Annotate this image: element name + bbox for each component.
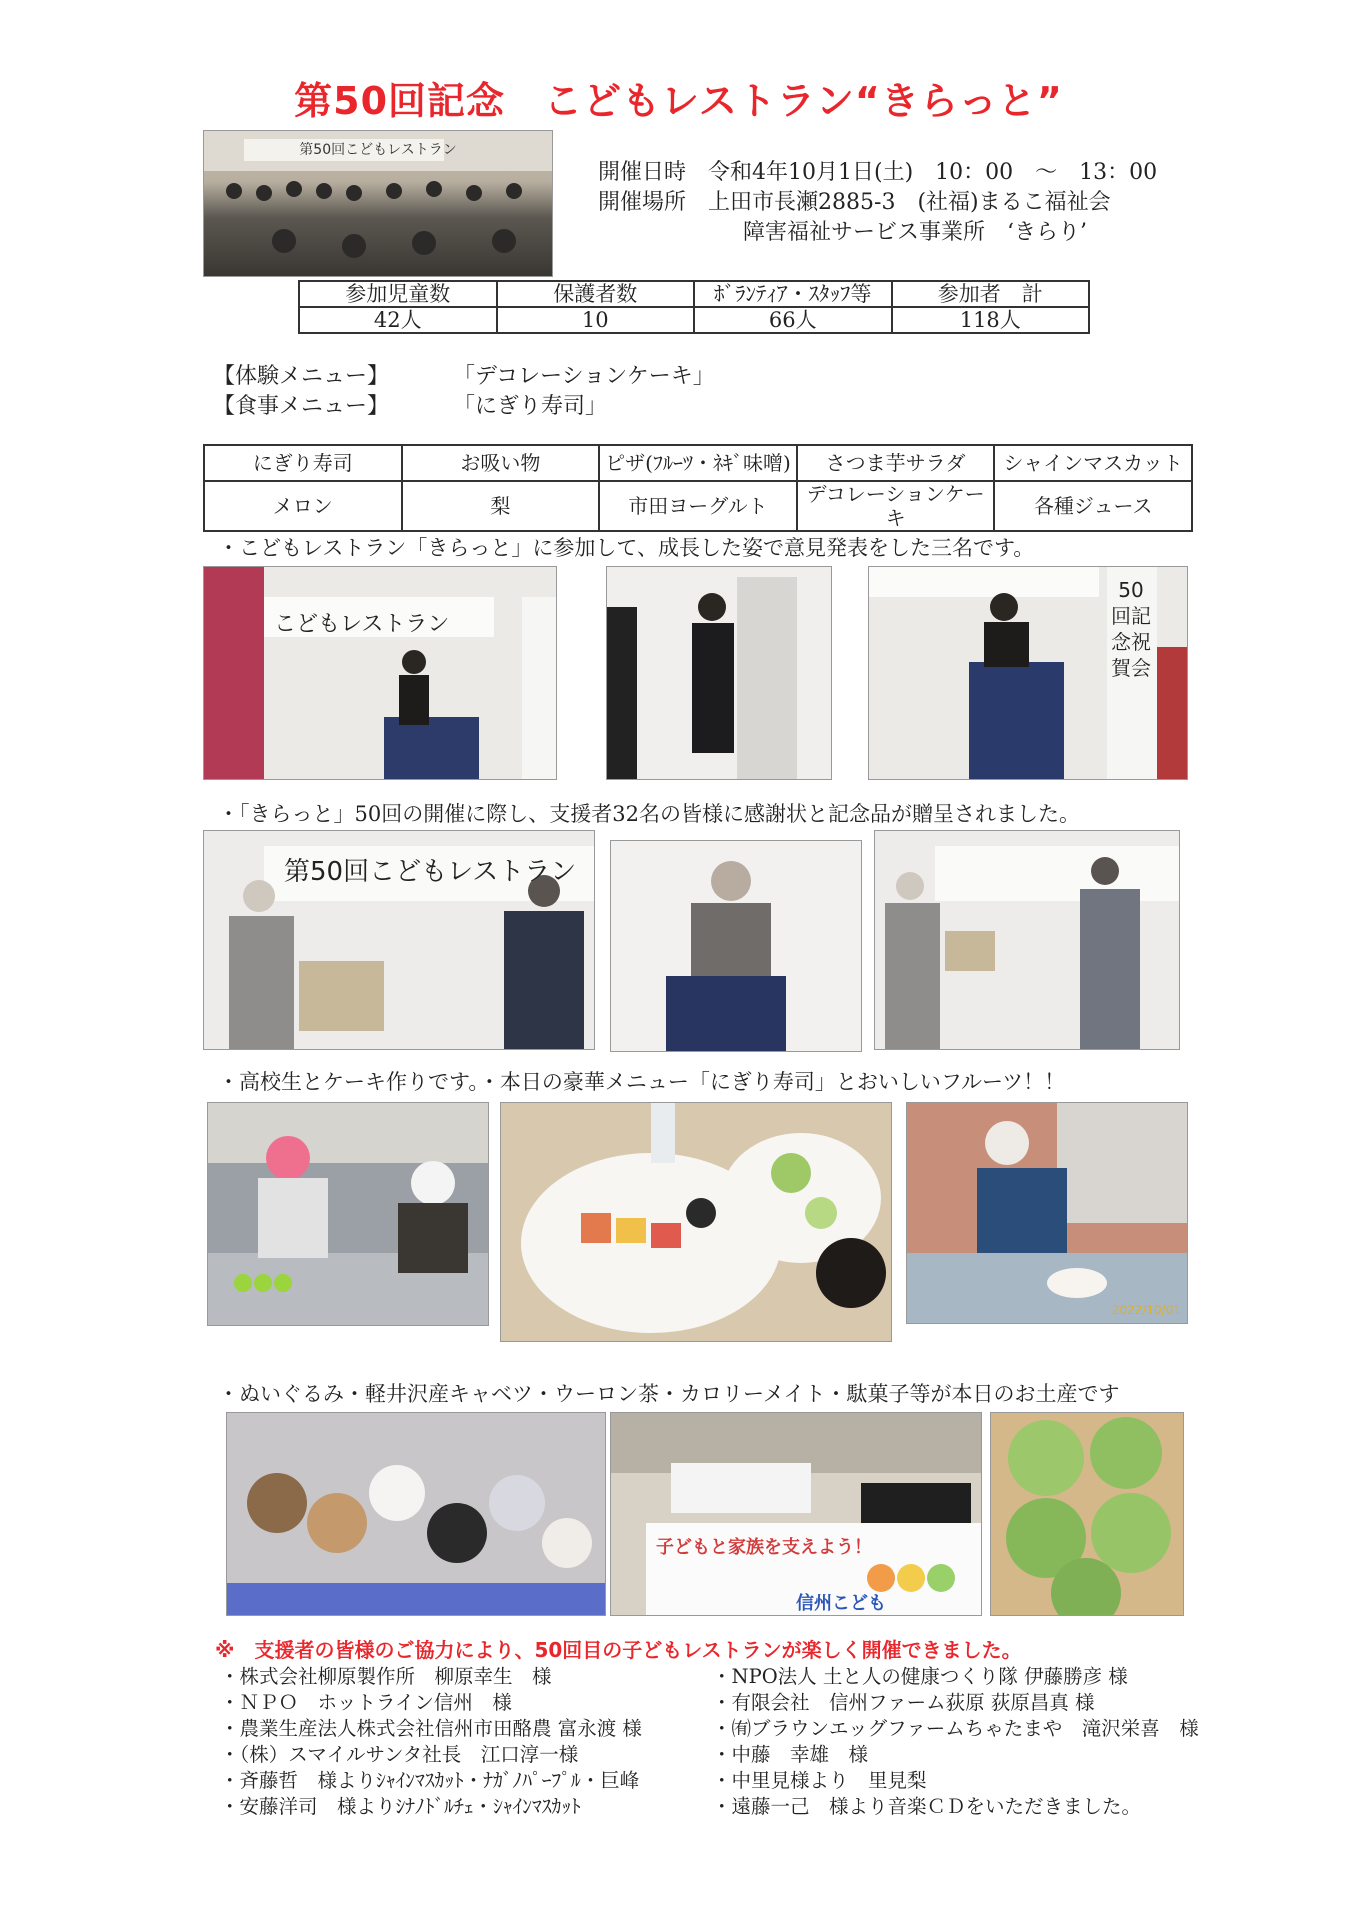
table-header: 参加児童数 [299, 281, 497, 307]
place-value: 上田市長瀬2885-3 (社福)まるこ福祉会 [708, 190, 1111, 215]
award-photo-2-image [611, 841, 861, 1051]
sign-text-2: 信州こども [796, 1593, 886, 1614]
food-table [203, 444, 1193, 532]
table-header: ﾎﾞﾗﾝﾃｨｱ・ｽﾀｯﾌ等 [694, 281, 892, 307]
gifts-caption: ・ぬいぐるみ・軽井沢産キャベツ・ウーロン茶・カロリーメイト・駄菓子等が本日のお土産です [218, 1382, 1120, 1406]
date-value: 令和4年10月1日(土) 10：00 ～ 13：00 [708, 160, 1158, 185]
sponsor-item: ・ 遠藤一己 様より音楽ＣＤをいただきました。 [712, 1794, 1199, 1820]
exp-menu-value: 「デコレーションケーキ」 [453, 364, 715, 389]
sponsor-item: ・ ＮＰＯ ホットライン信州 様 [220, 1690, 642, 1716]
sushi-photo [500, 1102, 892, 1342]
table-cell: シャインマスカット [994, 445, 1192, 481]
sponsor-item: ・ 株式会社柳原製作所 柳原幸生 様 [220, 1664, 642, 1690]
attendance-table [298, 280, 1090, 334]
sponsors-right [712, 1664, 1199, 1820]
table-cell: にぎり寿司 [204, 445, 402, 481]
event-info [598, 158, 1157, 248]
table-cell: 42人 [299, 307, 497, 333]
food-caption: ・高校生とケーキ作りです。・本日の豪華メニュー「にぎり寿司」とおいしいフルーツ！！ [218, 1070, 1066, 1094]
banner-text-2: 第50回こどもレストラン [284, 857, 577, 887]
banner-vertical-text: 50回記念祝賀会 [1111, 578, 1151, 680]
speech-photo-3 [868, 566, 1188, 780]
group-photo [203, 130, 553, 277]
chef-photo [906, 1102, 1188, 1324]
exp-menu-label: 【体験メニュー】 [213, 364, 390, 389]
table-cell: お吸い物 [402, 445, 600, 481]
table-cell: 市田ヨーグルト [599, 481, 797, 531]
table-cell: 梨 [402, 481, 600, 531]
sponsor-item: ・ 安藤洋司 様よりｼﾅﾉﾄﾞﾙﾁｪ・ｼｬｲﾝﾏｽｶｯﾄ [220, 1794, 642, 1820]
sponsor-item: ・ 有限会社 信州ファーム荻原 荻原昌真 様 [712, 1690, 1199, 1716]
table-cell: 66人 [694, 307, 892, 333]
table-cell: メロン [204, 481, 402, 531]
place-value-2: 障害福祉サービス事業所 ‘きらり’ [743, 220, 1087, 245]
cake-photo-image [208, 1103, 488, 1325]
plush-photo [226, 1412, 606, 1616]
table-cell: ピザ(ﾌﾙｰﾂ・ﾈｷﾞ味噌) [599, 445, 797, 481]
meal-menu-value: 「にぎり寿司」 [453, 394, 608, 419]
speech-caption: ・こどもレストラン「きらっと」に参加して、成長した姿で意見発表をした三名です。 [218, 536, 1035, 560]
speech-photo-2-image [607, 567, 831, 779]
table-cell: デコレーションケーキ [797, 481, 995, 531]
table-header: 参加者 計 [892, 281, 1090, 307]
date-stamp: 2022/10/01 [1111, 1303, 1181, 1317]
sushi-photo-image [501, 1103, 891, 1341]
cabbage-photo [990, 1412, 1184, 1616]
table-row [299, 281, 1089, 307]
table-row [299, 307, 1089, 333]
speech-photo-1 [203, 566, 557, 780]
award-photo-3-image [875, 831, 1179, 1049]
plush-photo-image [227, 1413, 605, 1615]
award-caption: ・「きらっと」50回の開催に際し、支援者32名の皆様に感謝状と記念品が贈呈されました。 [218, 802, 1080, 826]
cake-photo [207, 1102, 489, 1326]
sign-text: 子どもと家族を支えよう！ [656, 1537, 872, 1558]
group-photo-caption: 第50回こどもレストラン [299, 142, 457, 158]
page-title: 第50回記念 こどもレストラン“きらっと” [294, 79, 1063, 123]
table-cell: 10 [497, 307, 695, 333]
meal-menu-label: 【食事メニュー】 [213, 394, 390, 419]
table-cell: 各種ジュース [994, 481, 1192, 531]
award-photo-1 [203, 830, 595, 1050]
sponsor-item: ・ （株）スマイルサンタ社長 江口淳一様 [220, 1742, 642, 1768]
sponsors-left [220, 1664, 642, 1820]
place-label: 開催場所 [598, 190, 687, 215]
chef-photo-image [907, 1103, 1187, 1323]
table-row [204, 481, 1192, 531]
souvenir-table-photo-image [611, 1413, 981, 1615]
award-photo-2 [610, 840, 862, 1052]
menu-lines [213, 362, 715, 422]
sponsor-item: ・ NPO法人 土と人の健康つくり隊 伊藤勝彦 様 [712, 1664, 1199, 1690]
sponsor-item: ・ 中藤 幸雄 様 [712, 1742, 1199, 1768]
speech-photo-2 [606, 566, 832, 780]
table-cell: 118人 [892, 307, 1090, 333]
thanks-note: ※ 支援者の皆様のご協力により、50回目の子どもレストランが楽しく開催できました。 [215, 1638, 1022, 1662]
table-row [204, 445, 1192, 481]
sponsor-item: ・ ㈲ブラウンエッグファームちゃたまや 滝沢栄喜 様 [712, 1716, 1199, 1742]
sponsor-item: ・ 斉藤哲 様よりｼｬｲﾝﾏｽｶｯﾄ・ﾅｶﾞﾉﾊﾟｰﾌﾟﾙ・巨峰 [220, 1768, 642, 1794]
table-cell: さつま芋サラダ [797, 445, 995, 481]
cabbage-photo-image [991, 1413, 1183, 1615]
award-photo-3 [874, 830, 1180, 1050]
table-header: 保護者数 [497, 281, 695, 307]
sponsor-item: ・ 中里見様より 里見梨 [712, 1768, 1199, 1794]
date-label: 開催日時 [598, 160, 687, 185]
sponsor-item: ・ 農業生産法人株式会社信州市田酪農 富永渡 様 [220, 1716, 642, 1742]
banner-text-1: こどもレストラン [274, 612, 450, 637]
souvenir-table-photo [610, 1412, 982, 1616]
speech-photo-1-image [204, 567, 556, 779]
